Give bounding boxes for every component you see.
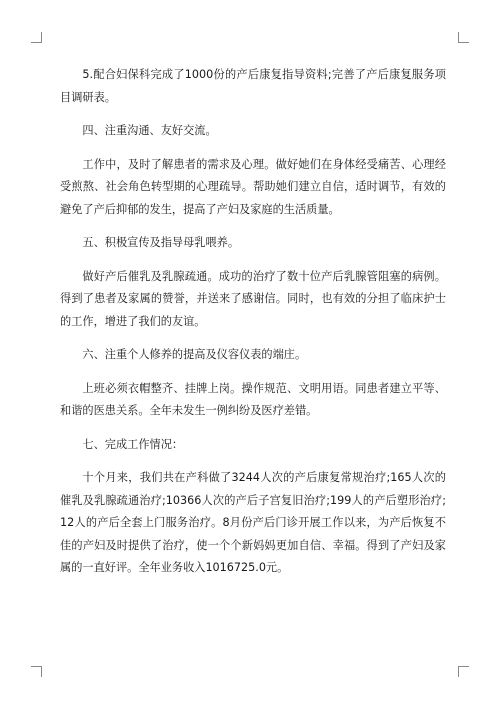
section-heading-self-cultivation: 六、注重个人修养的提高及仪容仪表的端庄。 (82, 348, 307, 361)
paragraph-item-5: 5.配合妇保科完成了1000份的产后康复指导资料;完善了产后康复服务项目调研表。 (60, 68, 446, 104)
section-heading-breastfeeding: 五、积极宣传及指导母乳喂养。 (82, 236, 240, 249)
paragraph-self-cultivation: 上班必须衣帽整齐、挂牌上岗。操作规范、文明用语。同患者建立平等、和谐的医患关系。全年未发生一例纠纷及医疗差错。 (60, 381, 446, 417)
paragraph-communication: 工作中，及时了解患者的需求及心理。做好她们在身体经受痛苦、心理经受煎熬、社会角色转型期的心理疏导。帮助她们建立自信，适时调节，有效的避免了产后抑郁的发生，提高了产妇及家庭的生活质量。 (60, 157, 446, 216)
document-body (60, 64, 446, 591)
crop-mark-bottom-left (31, 666, 42, 677)
crop-mark-bottom-right (458, 666, 469, 677)
section-heading-work-completed: 七、完成工作情况： (82, 437, 184, 451)
paragraph-breastfeeding: 做好产后催乳及乳腺疏通。成功的治疗了数十位产后乳腺管阻塞的病例。得到了患者及家属的赞誉，并送来了感谢信。同时，也有效的分担了临床护士的工作，增进了我们的友谊。 (60, 269, 446, 328)
section-heading-communication: 四、注重沟通、友好交流。 (82, 124, 217, 137)
crop-mark-top-right (458, 32, 469, 43)
paragraph-work-completed: 十个月来，我们共在产科做了3244人次的产后康复常规治疗;165人次的催乳及乳腺疏通治疗;10366人次的产后子宫复旧治疗;199人的产后塑形治疗;12人的产后全套上门服务治疗。8月份产后门诊开展工作以来，为产后恢复不佳的产妇及时提供了治疗，使一个个新妈妈更加自信、幸福。得到了产妇及家属的一直好评。全年业务收入1016725.0元。 (60, 471, 446, 574)
crop-mark-top-left (31, 32, 42, 43)
